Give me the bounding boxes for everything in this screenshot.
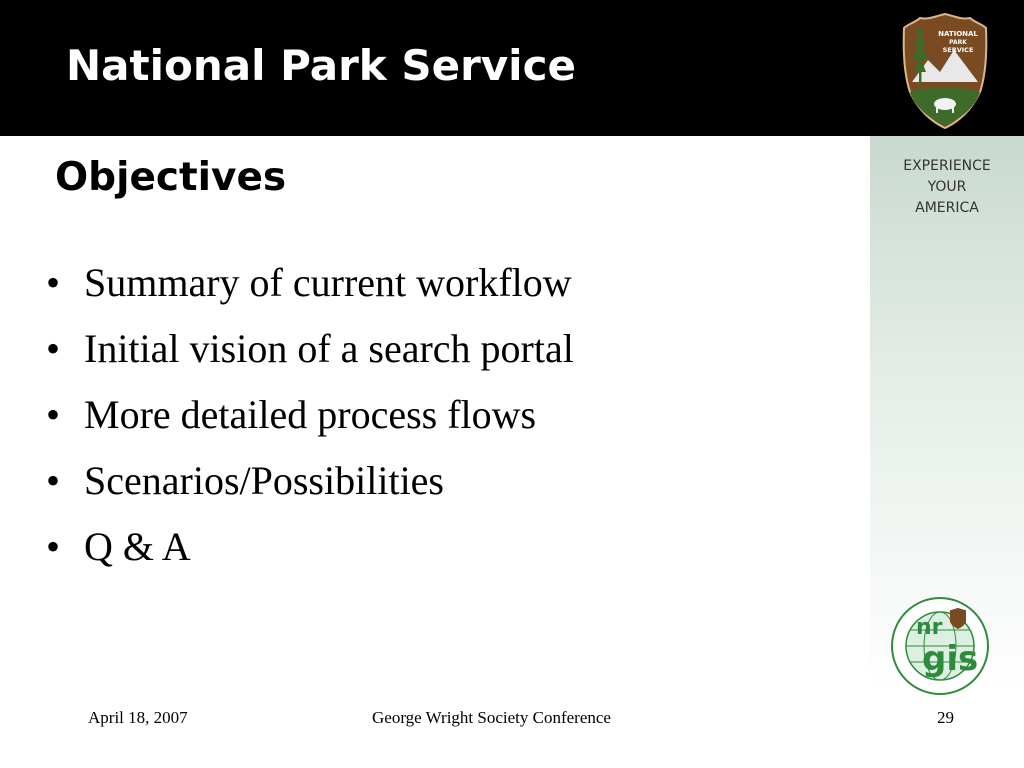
svg-text:PARK: PARK	[949, 39, 967, 46]
list-item	[46, 448, 574, 514]
list-item-text: Q & A	[84, 524, 191, 569]
tagline-line: EXPERIENCE	[903, 158, 991, 174]
svg-text:nr: nr	[916, 615, 943, 640]
slide-title: Objectives	[55, 155, 287, 200]
bullet-icon: •	[46, 260, 61, 305]
list-item	[46, 382, 574, 448]
bullet-icon: •	[46, 392, 61, 437]
svg-text:SERVICE: SERVICE	[942, 46, 974, 54]
list-item-text: Summary of current workflow	[84, 260, 572, 305]
list-item-text: Initial vision of a search portal	[84, 326, 574, 371]
brand-title: National Park Service	[66, 41, 576, 90]
bullet-icon: •	[46, 524, 61, 569]
list-item-text: More detailed process flows	[84, 392, 537, 437]
footer-date: April 18, 2007	[88, 708, 188, 727]
svg-text:NATIONAL: NATIONAL	[938, 30, 978, 38]
nrgis-logo-icon	[888, 594, 992, 698]
svg-text:gis: gis	[922, 639, 979, 679]
objectives-list	[46, 250, 574, 580]
nps-arrowhead-logo-icon	[898, 12, 992, 130]
bullet-icon: •	[46, 458, 61, 503]
header-bar	[0, 0, 1024, 136]
footer-page-number: 29	[937, 708, 954, 727]
list-item	[46, 316, 574, 382]
experience-your-america-tagline	[870, 156, 1024, 219]
tagline-line: YOUR	[927, 179, 967, 195]
list-item-text: Scenarios/Possibilities	[84, 458, 444, 503]
footer-conference: George Wright Society Conference	[372, 708, 611, 727]
tagline-line: AMERICA	[915, 200, 979, 216]
list-item	[46, 250, 574, 316]
bullet-icon: •	[46, 326, 61, 371]
list-item	[46, 514, 574, 580]
